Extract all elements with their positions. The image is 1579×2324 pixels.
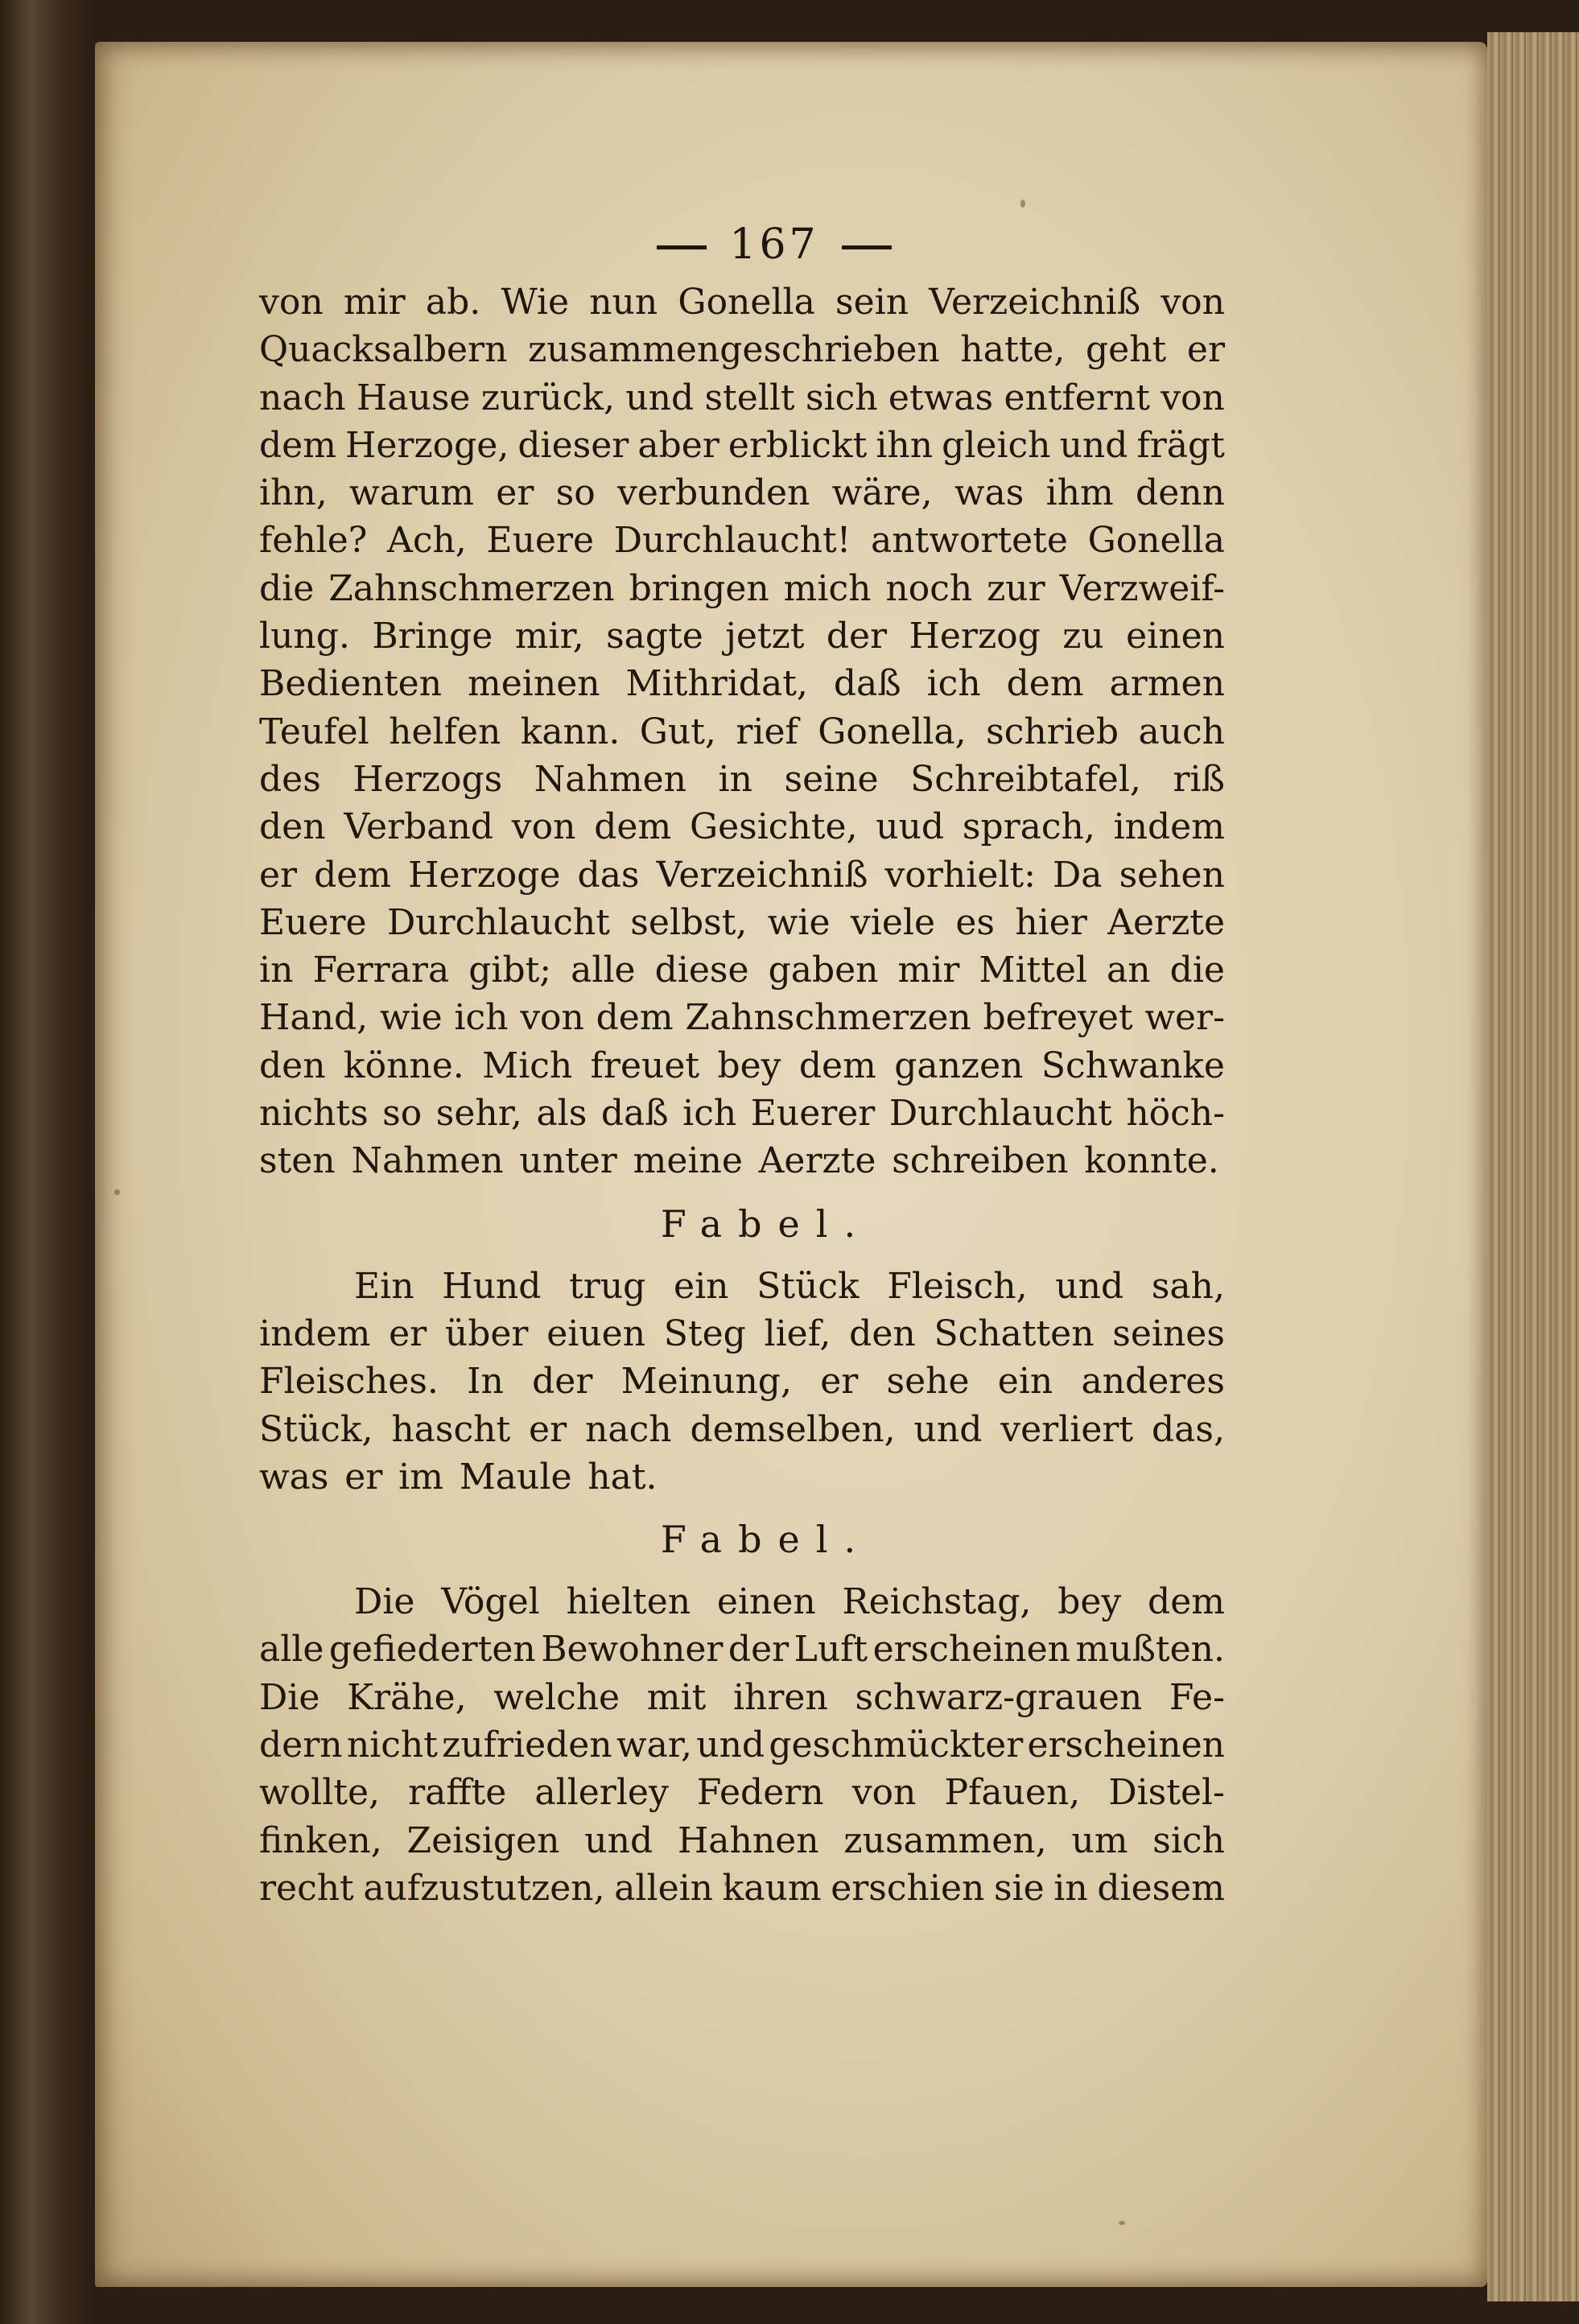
- word: Aerzte: [758, 1140, 876, 1182]
- word: entfernt: [1004, 377, 1150, 418]
- word: von: [259, 282, 324, 323]
- word: armen: [1109, 663, 1225, 705]
- word: von: [1161, 377, 1225, 418]
- word: zurück,: [480, 377, 615, 418]
- word: anderes: [1081, 1361, 1225, 1403]
- word: finken,: [259, 1819, 382, 1861]
- text-line: [259, 469, 1225, 517]
- word: um: [1071, 1819, 1128, 1861]
- text-line: [259, 374, 1225, 422]
- word: Zahnschmerzen: [685, 997, 971, 1039]
- word: seines: [1112, 1312, 1225, 1354]
- word: Ferrara: [312, 950, 450, 991]
- text-line: [259, 517, 1225, 564]
- word: Quacksalbern: [259, 329, 508, 371]
- word: aufzustutzen,: [363, 1867, 605, 1909]
- word: stellt: [704, 377, 795, 418]
- text-line: [259, 660, 1225, 707]
- word: ich: [926, 663, 981, 705]
- word: er: [259, 854, 298, 896]
- word: er: [389, 1312, 427, 1354]
- page-number: 167: [729, 220, 819, 269]
- word: Steg: [663, 1312, 746, 1354]
- word: über: [444, 1312, 529, 1354]
- word: alle: [571, 950, 636, 991]
- word: Fleisches.: [259, 1361, 439, 1403]
- word: noch: [885, 567, 973, 609]
- word: den: [849, 1312, 916, 1354]
- word: von: [1161, 282, 1225, 323]
- word: Die: [354, 1581, 415, 1623]
- word: nach: [259, 377, 346, 418]
- word: von: [851, 1772, 917, 1814]
- word: helfen: [389, 711, 501, 752]
- word: Euere: [486, 520, 595, 562]
- word: hier: [1015, 901, 1087, 943]
- text-line: [259, 756, 1225, 803]
- text-line: [259, 422, 1225, 469]
- text-line: [259, 1674, 1225, 1721]
- word: so: [555, 472, 596, 514]
- word: wie: [767, 901, 831, 943]
- word: mir: [343, 282, 406, 323]
- text-line: [259, 1263, 1225, 1310]
- word: mir,: [514, 616, 584, 657]
- word: der: [728, 1629, 790, 1671]
- word: Gonella: [678, 282, 815, 323]
- word: wollte,: [259, 1772, 381, 1814]
- word: ab.: [425, 282, 481, 323]
- word: Euerer: [750, 1093, 876, 1135]
- word: sich: [1152, 1819, 1225, 1861]
- word: an: [1107, 950, 1151, 991]
- text-line: [259, 708, 1225, 756]
- word: ich: [682, 1093, 737, 1135]
- word: dem: [798, 1045, 876, 1086]
- word: und: [625, 377, 695, 418]
- word: in: [259, 950, 294, 991]
- fable-dog: [259, 1263, 1225, 1501]
- word: von: [520, 997, 584, 1039]
- word: des: [259, 758, 321, 800]
- word: Pfauen,: [944, 1772, 1081, 1814]
- word: gleich: [942, 424, 1051, 466]
- word: Hause: [356, 377, 471, 418]
- word: als: [536, 1093, 587, 1135]
- word: im: [398, 1456, 443, 1498]
- text-line: [259, 565, 1225, 612]
- word: rief: [736, 711, 798, 752]
- word: und: [913, 1408, 983, 1450]
- word: dieser: [517, 424, 629, 466]
- word: alle: [259, 1629, 324, 1671]
- word: konnte.: [1084, 1140, 1219, 1182]
- text-line: [259, 803, 1225, 851]
- word: er: [820, 1361, 859, 1403]
- word: trug: [569, 1265, 646, 1307]
- fable-heading-2: Fabel.: [660, 1518, 872, 1562]
- word: geht: [1086, 329, 1167, 371]
- word: vorhielt:: [884, 854, 1036, 896]
- word: zufrieden: [442, 1724, 612, 1766]
- word: eiuen: [546, 1312, 646, 1354]
- word: befreyet: [983, 997, 1133, 1039]
- word: Schreibtafel,: [910, 758, 1141, 800]
- word: riß: [1173, 758, 1225, 800]
- word: sehr,: [435, 1093, 522, 1135]
- word: erblickt: [728, 424, 868, 466]
- word: Schwanke: [1041, 1045, 1225, 1086]
- word: Die: [259, 1676, 320, 1718]
- word: was: [259, 1456, 329, 1498]
- word: Gonella,: [818, 711, 967, 752]
- word: der: [826, 616, 888, 657]
- text-line: [259, 612, 1225, 660]
- word: nach: [585, 1408, 672, 1450]
- word: Herzoge: [408, 854, 561, 896]
- word: Mittel: [979, 950, 1088, 991]
- word: mich: [783, 567, 872, 609]
- word: aber: [637, 424, 719, 466]
- word: seine: [784, 758, 879, 800]
- word: schrieb: [986, 711, 1119, 752]
- word: bringen: [629, 567, 769, 609]
- word: Zahnschmerzen: [328, 567, 615, 609]
- word: schreiben: [892, 1140, 1069, 1182]
- word: höch-: [1126, 1093, 1225, 1135]
- word: Vögel: [441, 1581, 540, 1623]
- word: Distel-: [1108, 1772, 1225, 1814]
- word: ich: [454, 997, 509, 1039]
- word: Nahmen: [351, 1140, 504, 1182]
- word: der: [532, 1361, 593, 1403]
- text-line: [259, 1626, 1225, 1673]
- word: lief,: [764, 1312, 831, 1354]
- word: welche: [493, 1676, 620, 1718]
- fable-heading-1: Fabel.: [660, 1201, 872, 1246]
- word: einen: [716, 1581, 816, 1623]
- text-line: [259, 326, 1225, 373]
- word: dern: [259, 1724, 343, 1766]
- word: wie: [379, 997, 443, 1039]
- word: Verband: [344, 806, 494, 848]
- word: ein: [997, 1361, 1053, 1403]
- word: erscheinen: [872, 1629, 1071, 1671]
- word: was: [954, 472, 1024, 514]
- word: Ein: [354, 1265, 414, 1307]
- word: zusammengeschrieben: [528, 329, 940, 371]
- text-line: [259, 1453, 1225, 1501]
- word: die: [259, 567, 315, 609]
- text-line: [259, 994, 1225, 1041]
- text-line: [259, 1865, 1225, 1912]
- word: nicht: [346, 1724, 438, 1766]
- word: ihren: [732, 1676, 828, 1718]
- word: Luft: [794, 1629, 868, 1671]
- text-line: [259, 946, 1225, 994]
- word: war,: [616, 1724, 692, 1766]
- word: das,: [1151, 1408, 1225, 1450]
- word: er: [344, 1456, 383, 1498]
- word: Durchlaucht!: [613, 520, 851, 562]
- word: Krähe,: [347, 1676, 467, 1718]
- word: Aerzte: [1107, 901, 1225, 943]
- word: Euere: [259, 901, 367, 943]
- word: selbst,: [630, 901, 748, 943]
- word: er: [529, 1408, 567, 1450]
- word: sie: [993, 1867, 1045, 1909]
- word: den: [259, 806, 326, 848]
- word: sein: [835, 282, 909, 323]
- text-line: [259, 1137, 1225, 1185]
- word: ein: [674, 1265, 729, 1307]
- word: Mithridat,: [625, 663, 808, 705]
- text-line: [259, 1358, 1225, 1405]
- word: Fleisch,: [887, 1265, 1028, 1307]
- word: denn: [1136, 472, 1225, 514]
- word: kann.: [520, 711, 620, 752]
- word: könne.: [343, 1045, 464, 1086]
- word: sagte: [606, 616, 703, 657]
- word: lung.: [259, 616, 350, 657]
- word: hatte,: [960, 329, 1066, 371]
- word: Gesichte,: [689, 806, 858, 848]
- word: diesem: [1097, 1867, 1225, 1909]
- word: und: [696, 1724, 765, 1766]
- word: indem: [1113, 806, 1225, 848]
- word: raffte: [408, 1772, 507, 1814]
- word: Durchlaucht: [888, 1093, 1112, 1135]
- word: wer-: [1144, 997, 1225, 1039]
- word: dem: [596, 997, 674, 1039]
- word: recht: [259, 1867, 354, 1909]
- word: mußten.: [1075, 1629, 1225, 1671]
- word: Verzeichniß: [656, 854, 868, 896]
- word: dem: [594, 806, 672, 848]
- word: ihm: [1045, 472, 1114, 514]
- word: sehen: [1119, 854, 1225, 896]
- paragraph-gonella: [259, 278, 1225, 1185]
- word: unter: [519, 1140, 617, 1182]
- text-line: [259, 899, 1225, 946]
- word: sich: [805, 377, 878, 418]
- word: freuet: [590, 1045, 700, 1086]
- word: hat.: [587, 1456, 658, 1498]
- word: Bedienten: [259, 663, 443, 705]
- word: frägt: [1136, 424, 1225, 466]
- word: Nahmen: [534, 758, 686, 800]
- word: Herzogs: [352, 758, 503, 800]
- word: Fe-: [1169, 1676, 1225, 1718]
- word: fehle?: [259, 520, 368, 562]
- word: dem: [259, 424, 336, 466]
- word: meinen: [468, 663, 600, 705]
- word: schwarz-grauen: [855, 1676, 1143, 1718]
- word: ganzen: [894, 1045, 1024, 1086]
- word: ihn,: [259, 472, 328, 514]
- word: dem: [1006, 663, 1084, 705]
- word: so: [382, 1093, 423, 1135]
- word: mir: [897, 950, 960, 991]
- text-line: [259, 1578, 1225, 1626]
- word: mit: [646, 1676, 707, 1718]
- word: Teufel: [259, 711, 369, 752]
- word: Maule: [459, 1456, 572, 1498]
- text-line: [259, 851, 1225, 899]
- word: meine: [633, 1140, 743, 1182]
- word: etwas: [888, 377, 994, 418]
- word: den: [259, 1045, 326, 1086]
- word: allein: [614, 1867, 714, 1909]
- word: Verzweif-: [1059, 567, 1225, 609]
- word: Ach,: [387, 520, 467, 562]
- page-stack-edge: [1487, 32, 1579, 2301]
- paper-fleck: [114, 1189, 120, 1195]
- word: erscheinen: [1027, 1724, 1225, 1766]
- header-dash-left: [657, 245, 707, 249]
- word: nun: [589, 282, 658, 323]
- word: viele: [850, 901, 935, 943]
- text-line: [259, 1310, 1225, 1358]
- word: In: [467, 1361, 504, 1403]
- page-text: [259, 211, 1225, 1912]
- word: warum: [349, 472, 475, 514]
- text-line: [259, 1721, 1225, 1769]
- word: in: [718, 758, 752, 800]
- word: wäre,: [831, 472, 933, 514]
- word: bey: [1057, 1581, 1122, 1623]
- word: geschmückter: [769, 1724, 1024, 1766]
- word: Mich: [482, 1045, 573, 1086]
- word: gibt;: [468, 950, 552, 991]
- word: einen: [1126, 616, 1225, 657]
- fable-crow: [259, 1578, 1225, 1912]
- word: auch: [1138, 711, 1225, 752]
- word: Hahnen: [677, 1819, 819, 1861]
- word: diese: [654, 950, 749, 991]
- text-line: [259, 1042, 1225, 1090]
- word: verliert: [1000, 1408, 1134, 1450]
- paper-fleck: [1119, 2221, 1125, 2225]
- word: uud: [876, 806, 945, 848]
- word: Bringe: [372, 616, 493, 657]
- word: Verzeichniß: [929, 282, 1141, 323]
- word: zu: [1062, 616, 1104, 657]
- word: demselben,: [690, 1408, 896, 1450]
- text-line: [259, 278, 1225, 326]
- word: Herzoge,: [345, 424, 509, 466]
- word: bey: [717, 1045, 781, 1086]
- word: dem: [1148, 1581, 1225, 1623]
- word: dem: [314, 854, 392, 896]
- text-line: [259, 1817, 1225, 1865]
- header-dash-right: [842, 245, 892, 249]
- page-header: [324, 211, 1225, 278]
- word: Reichstag,: [842, 1581, 1032, 1623]
- word: er: [496, 472, 534, 514]
- word: kaum: [722, 1867, 822, 1909]
- word: und: [1059, 424, 1128, 466]
- word: sprach,: [962, 806, 1095, 848]
- word: verbunden: [617, 472, 810, 514]
- word: erschien: [831, 1867, 985, 1909]
- word: sten: [259, 1140, 336, 1182]
- word: Stück,: [259, 1408, 373, 1450]
- word: das: [577, 854, 640, 896]
- word: und: [584, 1819, 653, 1861]
- word: Gut,: [639, 711, 716, 752]
- word: Durchlaucht: [386, 901, 610, 943]
- word: sehe: [886, 1361, 970, 1403]
- word: daß: [600, 1093, 669, 1135]
- word: zur: [987, 567, 1045, 609]
- word: Stück: [757, 1265, 860, 1307]
- word: Herzog: [909, 616, 1041, 657]
- text-line: [259, 1406, 1225, 1453]
- word: hascht: [391, 1408, 511, 1450]
- word: von: [511, 806, 576, 848]
- word: Gonella: [1087, 520, 1225, 562]
- word: zusammen,: [843, 1819, 1047, 1861]
- word: er: [1186, 329, 1225, 371]
- word: Meinung,: [620, 1361, 792, 1403]
- word: Zeisigen: [406, 1819, 560, 1861]
- word: in: [1053, 1867, 1088, 1909]
- word: sah,: [1151, 1265, 1225, 1307]
- word: Hand,: [259, 997, 369, 1039]
- word: Bewohner: [541, 1629, 724, 1671]
- word: Federn: [696, 1772, 824, 1814]
- word: ihn: [876, 424, 934, 466]
- word: Schatten: [934, 1312, 1095, 1354]
- word: jetzt: [725, 616, 805, 657]
- text-line: [259, 1090, 1225, 1137]
- word: daß: [833, 663, 901, 705]
- word: hielten: [566, 1581, 691, 1623]
- text-line: [259, 1769, 1225, 1816]
- word: gefiederten: [328, 1629, 536, 1671]
- word: antwortete: [871, 520, 1068, 562]
- word: gaben: [768, 950, 879, 991]
- word: die: [1169, 950, 1225, 991]
- word: Da: [1053, 854, 1103, 896]
- word: indem: [259, 1312, 371, 1354]
- word: Hund: [442, 1265, 542, 1307]
- word: es: [955, 901, 995, 943]
- word: allerley: [534, 1772, 669, 1814]
- word: Wie: [501, 282, 570, 323]
- paper-fleck: [1020, 200, 1025, 208]
- word: und: [1055, 1265, 1124, 1307]
- word: nichts: [259, 1093, 369, 1135]
